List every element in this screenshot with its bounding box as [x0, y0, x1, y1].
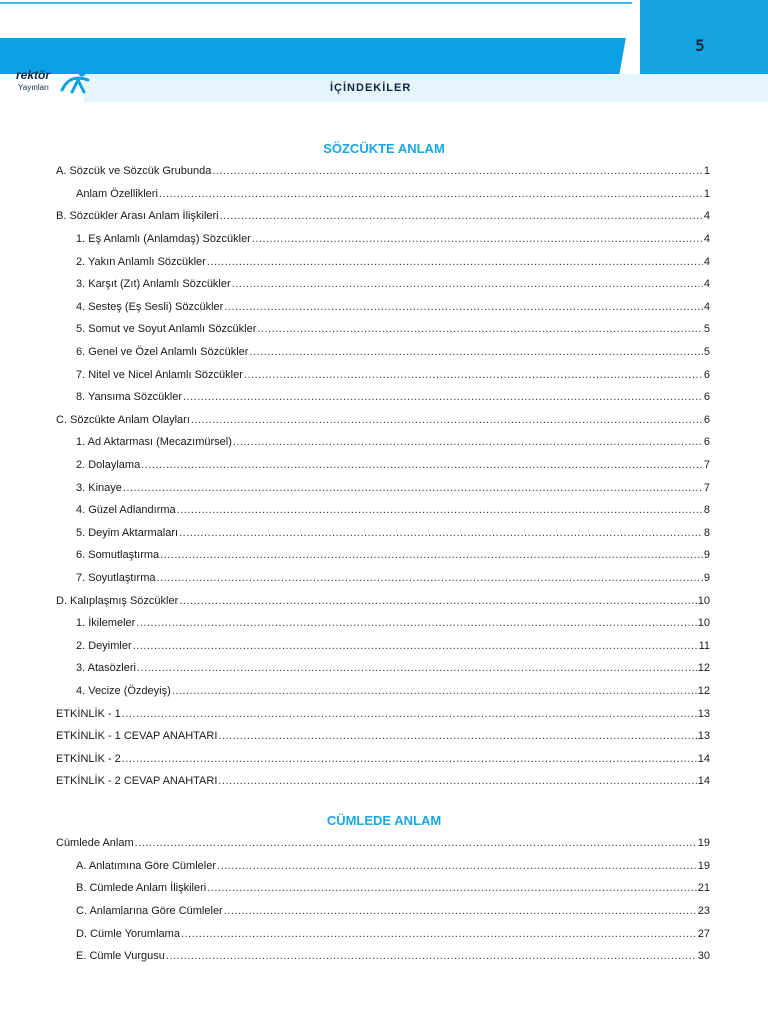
toc-dot-leader: [218, 775, 696, 787]
toc-entry-label: ETKİNLİK - 1: [56, 707, 121, 720]
toc-dot-leader: [220, 210, 703, 222]
section-title-sozcukte-anlam: SÖZCÜKTE ANLAM: [323, 141, 445, 156]
toc-entry-label: A. Sözcük ve Sözcük Grubunda: [56, 165, 212, 178]
toc-dot-leader: [249, 346, 702, 358]
toc-dot-leader: [122, 708, 697, 720]
toc-entry[interactable]: [56, 499, 710, 522]
toc-entry-page: 6: [703, 391, 710, 404]
toc-dot-leader: [207, 882, 697, 894]
toc-entry-page: 1: [703, 165, 710, 178]
toc-dot-leader: [141, 459, 703, 471]
toc-entry[interactable]: [56, 612, 710, 635]
toc-dot-leader: [224, 301, 703, 313]
toc-entry-label: 5. Somut ve Soyut Anlamlı Sözcükler: [76, 323, 257, 336]
toc-entry-page: 21: [697, 882, 710, 895]
toc-dot-leader: [181, 928, 697, 940]
toc-entry-label: 1. İkilemeler: [76, 617, 136, 630]
toc-entry-label: A. Anlatımına Göre Cümleler: [76, 859, 217, 872]
logo-subtitle: Yayınları: [18, 83, 49, 92]
toc-entry-page: 8: [703, 526, 710, 539]
toc-entry[interactable]: [56, 702, 710, 725]
toc-entry-page: 30: [697, 950, 710, 963]
toc-entry-label: B. Cümlede Anlam İlişkileri: [76, 882, 207, 895]
toc-dot-leader: [122, 753, 697, 765]
toc-entry[interactable]: [56, 386, 710, 409]
toc-entry-label: B. Sözcükler Arası Anlam İlişkileri: [56, 210, 219, 223]
toc-entry-label: ETKİNLİK - 2: [56, 752, 121, 765]
toc-entry-page: 4: [703, 233, 710, 246]
toc-entry-label: 8. Yansıma Sözcükler: [76, 391, 182, 404]
toc-entry[interactable]: [56, 183, 710, 206]
toc-entry-page: 12: [697, 662, 710, 675]
toc-dot-leader: [257, 323, 703, 335]
toc-entry-page: 10: [697, 594, 710, 607]
toc-dot-leader: [133, 640, 698, 652]
toc-dot-leader: [156, 572, 702, 584]
toc-entry-label: 2. Dolaylama: [76, 459, 141, 472]
toc-entry-page: 11: [698, 639, 710, 652]
toc-entry-page: 5: [703, 323, 710, 336]
toc-entry[interactable]: [56, 205, 710, 228]
toc-entry[interactable]: [56, 657, 710, 680]
toc-entry-page: 4: [703, 278, 710, 291]
banner-light-stripe: [84, 74, 768, 102]
toc-entry-page: 7: [703, 459, 710, 472]
toc-entry-page: 4: [703, 255, 710, 268]
toc-dot-leader: [179, 527, 703, 539]
toc-dot-leader: [166, 950, 697, 962]
toc-entry[interactable]: [56, 855, 710, 878]
section-title-cumlede-anlam: CÜMLEDE ANLAM: [326, 813, 442, 828]
toc-dot-leader: [224, 905, 697, 917]
toc-entry[interactable]: [56, 273, 710, 296]
toc-entry-page: 14: [697, 752, 710, 765]
toc-entry-page: 10: [697, 617, 710, 630]
toc-entry-label: ETKİNLİK - 1 CEVAP ANAHTARI: [56, 730, 218, 743]
toc-entry[interactable]: [56, 296, 710, 319]
toc-entry[interactable]: [56, 589, 710, 612]
toc-entry[interactable]: [56, 877, 710, 900]
page-number: 5: [695, 36, 705, 55]
toc-entry-page: 1: [703, 187, 710, 200]
toc-entry-page: 6: [703, 413, 710, 426]
toc-dot-leader: [160, 549, 703, 561]
toc-entry-label: Anlam Özellikleri: [76, 187, 158, 200]
toc-entry-label: 3. Atasözleri: [76, 662, 136, 675]
toc-entry[interactable]: [56, 922, 710, 945]
toc-entry[interactable]: [56, 476, 710, 499]
toc-dot-leader: [191, 414, 703, 426]
toc-entry[interactable]: [56, 160, 710, 183]
toc-entry-page: 14: [697, 775, 710, 788]
toc-dot-leader: [137, 662, 697, 674]
toc-entry[interactable]: [56, 770, 710, 793]
toc-entry-label: C. Anlamlarına Göre Cümleler: [76, 905, 223, 918]
toc-entry-page: 27: [697, 927, 710, 940]
banner-stripe: [0, 38, 640, 74]
toc-entry-label: 1. Ad Aktarması (Mecazımürsel): [76, 436, 232, 449]
toc-entry-page: 13: [697, 730, 710, 743]
toc-dot-leader: [217, 860, 697, 872]
toc-dot-leader: [179, 595, 696, 607]
logo-figure-icon: [58, 68, 92, 94]
toc-entry[interactable]: [56, 747, 710, 770]
toc-entry-page: 12: [697, 684, 710, 697]
toc-entry-page: 6: [703, 368, 710, 381]
toc-entry-page: 19: [697, 859, 710, 872]
toc-dot-leader: [159, 188, 703, 200]
toc-entry-page: 4: [703, 300, 710, 313]
toc-entry[interactable]: [56, 522, 710, 545]
toc-dot-leader: [232, 278, 703, 290]
toc-entry-label: 3. Kinaye: [76, 481, 122, 494]
toc-dot-leader: [183, 391, 703, 403]
toc-entry-page: 23: [697, 905, 710, 918]
toc-entry-label: E. Cümle Vurgusu: [76, 950, 165, 963]
toc-entry-page: 7: [703, 481, 710, 494]
toc-entry[interactable]: [56, 228, 710, 251]
toc-entry[interactable]: [56, 680, 710, 703]
toc-list-cumlede-anlam: [56, 832, 710, 968]
toc-entry-page: 9: [703, 549, 710, 562]
toc-entry-label: 2. Deyimler: [76, 639, 132, 652]
toc-entry[interactable]: [56, 454, 710, 477]
toc-dot-leader: [244, 369, 703, 381]
toc-entry-page: 6: [703, 436, 710, 449]
toc-entry-label: 6. Genel ve Özel Anlamlı Sözcükler: [76, 346, 249, 359]
toc-entry-page: 9: [703, 571, 710, 584]
toc-entry-label: 6. Somutlaştırma: [76, 549, 160, 562]
toc-entry[interactable]: [56, 409, 710, 432]
toc-entry-label: 3. Karşıt (Zıt) Anlamlı Sözcükler: [76, 278, 231, 291]
toc-entry-label: 2. Yakın Anlamlı Sözcükler: [76, 255, 206, 268]
toc-entry[interactable]: [56, 832, 710, 855]
toc-entry-label: Cümlede Anlam: [56, 837, 134, 850]
toc-entry[interactable]: [56, 634, 710, 657]
toc-entry-page: 8: [703, 504, 710, 517]
toc-dot-leader: [135, 837, 697, 849]
toc-entry-label: D. Kalıplaşmış Sözcükler: [56, 594, 179, 607]
top-rule: [0, 2, 700, 4]
toc-entry-label: 1. Eş Anlamlı (Anlamdaş) Sözcükler: [76, 233, 251, 246]
toc-entry-label: 4. Sesteş (Eş Sesli) Sözcükler: [76, 300, 224, 313]
toc-entry[interactable]: [56, 544, 710, 567]
toc-dot-leader: [252, 233, 703, 245]
toc-dot-leader: [212, 165, 703, 177]
toc-entry[interactable]: [56, 318, 710, 341]
toc-dot-leader: [218, 730, 696, 742]
toc-entry-page: 4: [703, 210, 710, 223]
toc-entry-label: C. Sözcükte Anlam Olayları: [56, 413, 190, 426]
toc-entry-page: 13: [697, 707, 710, 720]
toc-entry[interactable]: [56, 431, 710, 454]
toc-entry[interactable]: [56, 900, 710, 923]
toc-dot-leader: [123, 482, 703, 494]
toc-entry-label: 4. Güzel Adlandırma: [76, 504, 176, 517]
toc-entry-page: 19: [697, 837, 710, 850]
toc-entry-label: 5. Deyim Aktarmaları: [76, 526, 179, 539]
toc-entry[interactable]: [56, 250, 710, 273]
toc-entry-label: D. Cümle Yorumlama: [76, 927, 180, 940]
toc-entry-label: 7. Soyutlaştırma: [76, 571, 156, 584]
toc-entry[interactable]: [56, 363, 710, 386]
toc-entry-page: 5: [703, 346, 710, 359]
toc-dot-leader: [207, 256, 703, 268]
toc-entry[interactable]: [56, 725, 710, 748]
toc-entry[interactable]: [56, 341, 710, 364]
publisher-logo: [16, 68, 96, 98]
toc-entry-label: 7. Nitel ve Nicel Anlamlı Sözcükler: [76, 368, 243, 381]
toc-dot-leader: [177, 504, 703, 516]
toc-dot-leader: [172, 685, 697, 697]
page-title: İÇİNDEKİLER: [330, 82, 412, 94]
toc-dot-leader: [136, 617, 696, 629]
toc-list-sozcukte-anlam: [56, 160, 710, 793]
logo-wordmark: rektör: [16, 68, 51, 82]
toc-entry[interactable]: [56, 567, 710, 590]
toc-entry[interactable]: [56, 945, 710, 968]
toc-dot-leader: [233, 436, 703, 448]
toc-entry-label: ETKİNLİK - 2 CEVAP ANAHTARI: [56, 775, 218, 788]
toc-entry-label: 4. Vecize (Özdeyiş): [76, 684, 171, 697]
